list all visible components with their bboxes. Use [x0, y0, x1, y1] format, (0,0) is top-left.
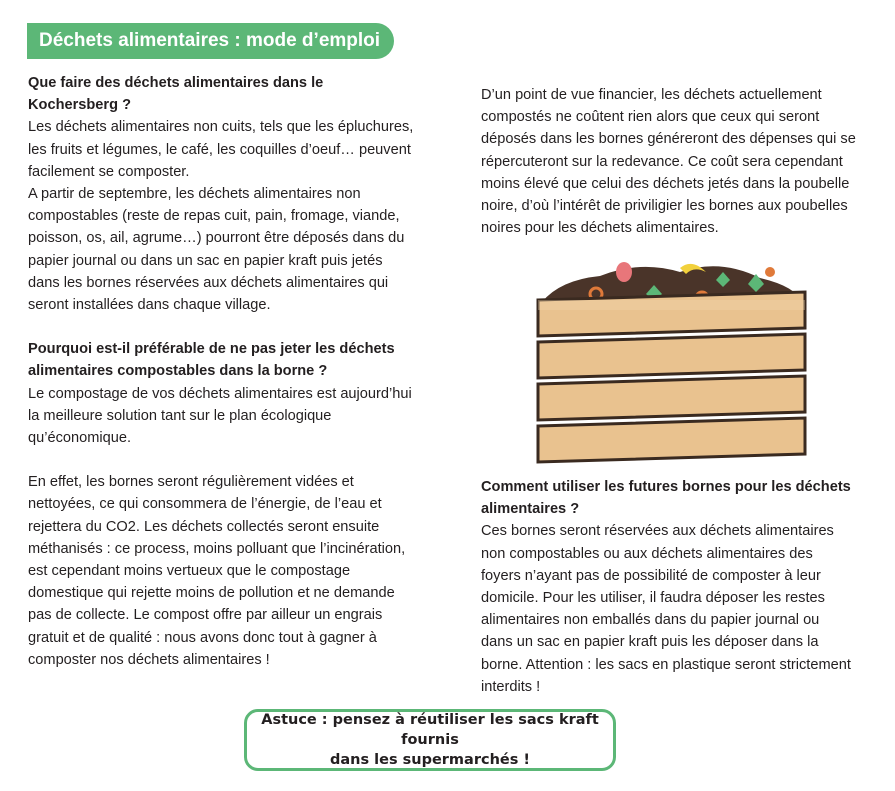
answer-paragraph-2: A partir de septembre, les déchets alimentaires non compostables (reste de repas cuit, pain, fromage, viande, poisson, os, ail, agrume…) pourront être déposés dans du papier journal ou dans un sac en papier kraft puis jetés dans les bornes réservées aux déchets alimentaires qui seront installées dans chaque village. [28, 186, 405, 314]
question-heading-1: Que faire des déchets alimentaires dans le Kochersberg ? [28, 75, 324, 114]
section-banner: Déchets alimentaires : mode d’emploi [27, 23, 394, 59]
answer-paragraph-1: Les déchets alimentaires non cuits, tels que les épluchures, les fruits et légumes, le café, les coquilles d’oeuf… peuvent facilement se composter. [28, 119, 414, 180]
question-heading-3: Comment utiliser les futures bornes pour les déchets alimentaires ? [481, 479, 851, 518]
tip-line-2: dans les supermarchés ! [329, 752, 531, 768]
tip-box [244, 709, 616, 771]
right-column-top [481, 84, 863, 239]
answer-paragraph-5: Ces bornes seront réservées aux déchets alimentaires non compostables ou aux déchets alimentaires des foyers n’ayant pas de possibilité de composter à leur domicile. Pour les utiliser, il faudra déposer les restes alimentaires non emballés dans du papier journal ou dans un sac en papier kraft puis les déposer dans la borne. Attention : les sacs en plastique seront strictement interdits ! [481, 523, 851, 695]
finance-paragraph: D’un point de vue financier, les déchets actuellement compostés ne coûtent rien alors que ceux qui seront déposés dans les bornes généreront des dépenses qui se répercuteront sur la redevance. Ce coût sera cependant moins élevé que celui des déchets jetés dans la poubelle noire, d’où l’intérêt de priviligier les bornes aux poubelles noires pour les déchets alimentaires. [481, 87, 856, 237]
answer-paragraph-3: Le compostage de vos déchets alimentaires est aujourd’hui la meilleure solution tant sur le plan écologique qu’économique. [28, 385, 412, 447]
left-column [28, 72, 416, 671]
question-heading-2: Pourquoi est-il préférable de ne pas jeter les déchets alimentaires compostables dans la borne ? [28, 341, 395, 380]
right-column-bottom [481, 476, 853, 698]
apple-core-icon [616, 262, 632, 282]
compost-bin-icon [520, 250, 820, 465]
tip-line-1: Astuce : pensez à réutiliser les sacs kraft fournis [261, 712, 599, 748]
peel-icon [765, 267, 775, 277]
answer-paragraph-4: En effet, les bornes seront régulièrement vidées et nettoyées, ce qui consommera de l’énergie, de l’eau et rejettera du CO2. Les déchets collectés seront ensuite méthanisés : ce process, moins polluant que l’incinération, est cependant moins vertueux que le compostage domestique qui rejette moins de pollution et ne demande pas de collecte. Le compost offre par ailleur un engrais gratuit et de qualité : nous avons donc tout à gagner à composter nos déchets alimentaires ! [28, 474, 406, 668]
